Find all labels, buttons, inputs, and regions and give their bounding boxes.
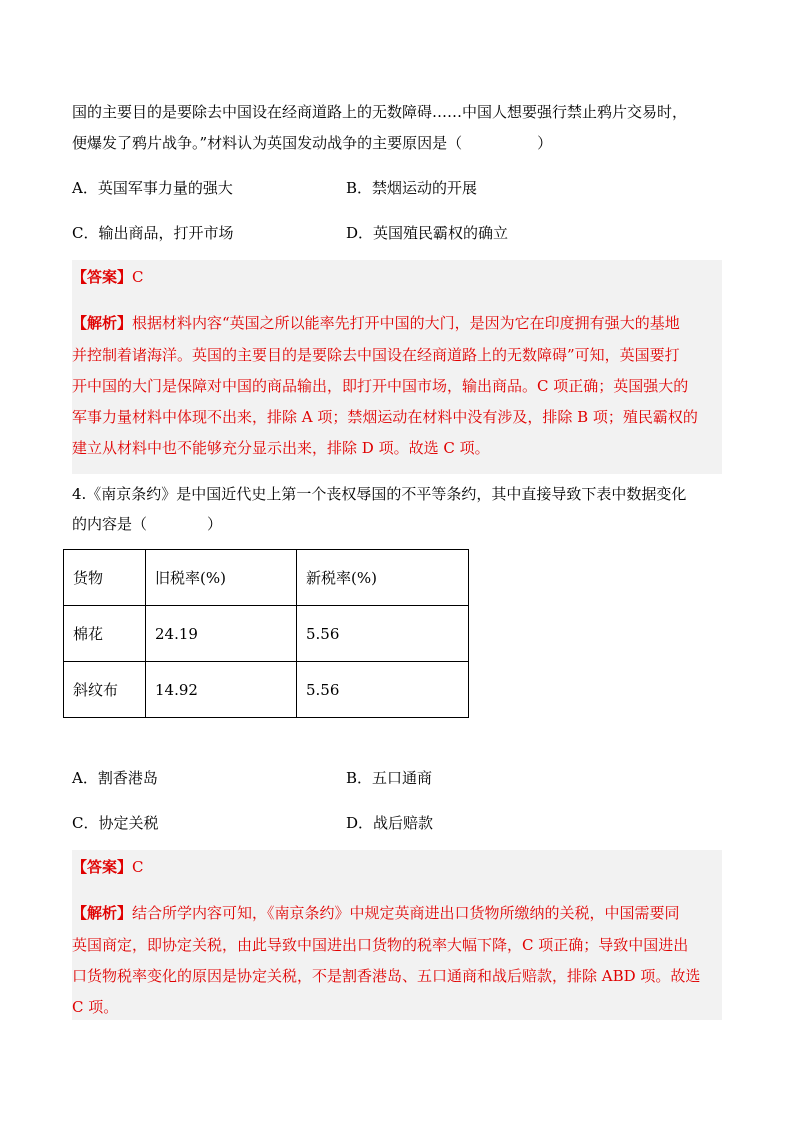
q3-option-d: D．英国殖民霸权的确立 xyxy=(346,224,509,242)
q4-analysis-line-2: 英国商定，即协定关税，由此导致中国进出口货物的税率大幅下降，C 项正确；导致中国进出 xyxy=(72,936,689,954)
q4-analysis-tag: 【解析】 xyxy=(72,904,133,922)
table-cell: 斜纹布 xyxy=(64,662,146,718)
q3-option-b: B．禁烟运动的开展 xyxy=(346,179,478,197)
q4-answer-value: C xyxy=(132,858,144,876)
q3-analysis-line-3: 开中国的大门是保障对中国的商品输出，即打开中国市场，输出商品。C 项正确；英国强大的 xyxy=(72,377,689,395)
table-cell: 5.56 xyxy=(297,662,469,718)
table-cell: 24.19 xyxy=(146,606,297,662)
q4-stem-line-1: 4.《南京条约》是中国近代史上第一个丧权辱国的不平等条约，其中直接导致下表中数据变化 xyxy=(72,485,687,503)
table-header-cell: 新税率(%) xyxy=(297,550,469,606)
q3-stem-line-2: 便爆发了鸦片战争。”材料认为英国发动战争的主要原因是（ ） xyxy=(72,134,553,152)
q4-stem-line-2: 的内容是（ ） xyxy=(72,515,223,533)
table-cell: 14.92 xyxy=(146,662,297,718)
q4-option-a: A．割香港岛 xyxy=(72,769,158,787)
q4-option-d: D．战后赔款 xyxy=(346,814,434,832)
q3-answer-value: C xyxy=(132,268,144,286)
q4-option-b: B．五口通商 xyxy=(346,769,433,787)
table-row xyxy=(64,606,469,662)
q3-analysis-text-1: 根据材料内容“英国之所以能率先打开中国的大门，是因为它在印度拥有强大的基地 xyxy=(132,314,680,332)
table-row xyxy=(64,662,469,718)
q3-analysis-line-4: 军事力量材料中体现不出来，排除 A 项；禁烟运动在材料中没有涉及，排除 B 项；殖民霸权的 xyxy=(72,408,698,426)
q4-option-c: C．协定关税 xyxy=(72,814,159,832)
q3-answer xyxy=(72,267,144,287)
q4-analysis-line-3: 口货物税率变化的原因是协定关税，不是割香港岛、五口通商和战后赔款，排除 ABD 项。故选 xyxy=(72,967,701,985)
q3-analysis-tag: 【解析】 xyxy=(72,314,133,332)
q4-answer-tag: 【答案】 xyxy=(72,858,133,876)
q3-option-a: A．英国军事力量的强大 xyxy=(72,179,233,197)
q4-analysis-text-1: 结合所学内容可知，《南京条约》中规定英商进出口货物所缴纳的关税，中国需要同 xyxy=(132,904,680,922)
table-header-cell: 货物 xyxy=(64,550,146,606)
q4-answer xyxy=(72,857,144,877)
q3-stem-line-1: 国的主要目的是要除去中国设在经商道路上的无数障碍……中国人想要强行禁止鸦片交易时， xyxy=(72,103,688,121)
table-header-row xyxy=(64,550,469,606)
q3-analysis-line-5: 建立从材料中也不能够充分显示出来，排除 D 项。故选 C 项。 xyxy=(72,439,490,457)
q4-analysis-line-1 xyxy=(72,903,680,923)
q3-analysis-line-2: 并控制着诸海洋。英国的主要目的是要除去中国设在经商道路上的无数障碍”可知，英国要打 xyxy=(72,346,680,364)
q3-answer-tag: 【答案】 xyxy=(72,268,133,286)
table-cell: 5.56 xyxy=(297,606,469,662)
q3-option-c: C．输出商品，打开市场 xyxy=(72,224,234,242)
table-header-cell: 旧税率(%) xyxy=(146,550,297,606)
q4-analysis-line-4: C 项。 xyxy=(72,998,119,1016)
table-cell: 棉花 xyxy=(64,606,146,662)
tariff-table xyxy=(63,549,469,718)
q3-analysis-line-1 xyxy=(72,313,680,333)
